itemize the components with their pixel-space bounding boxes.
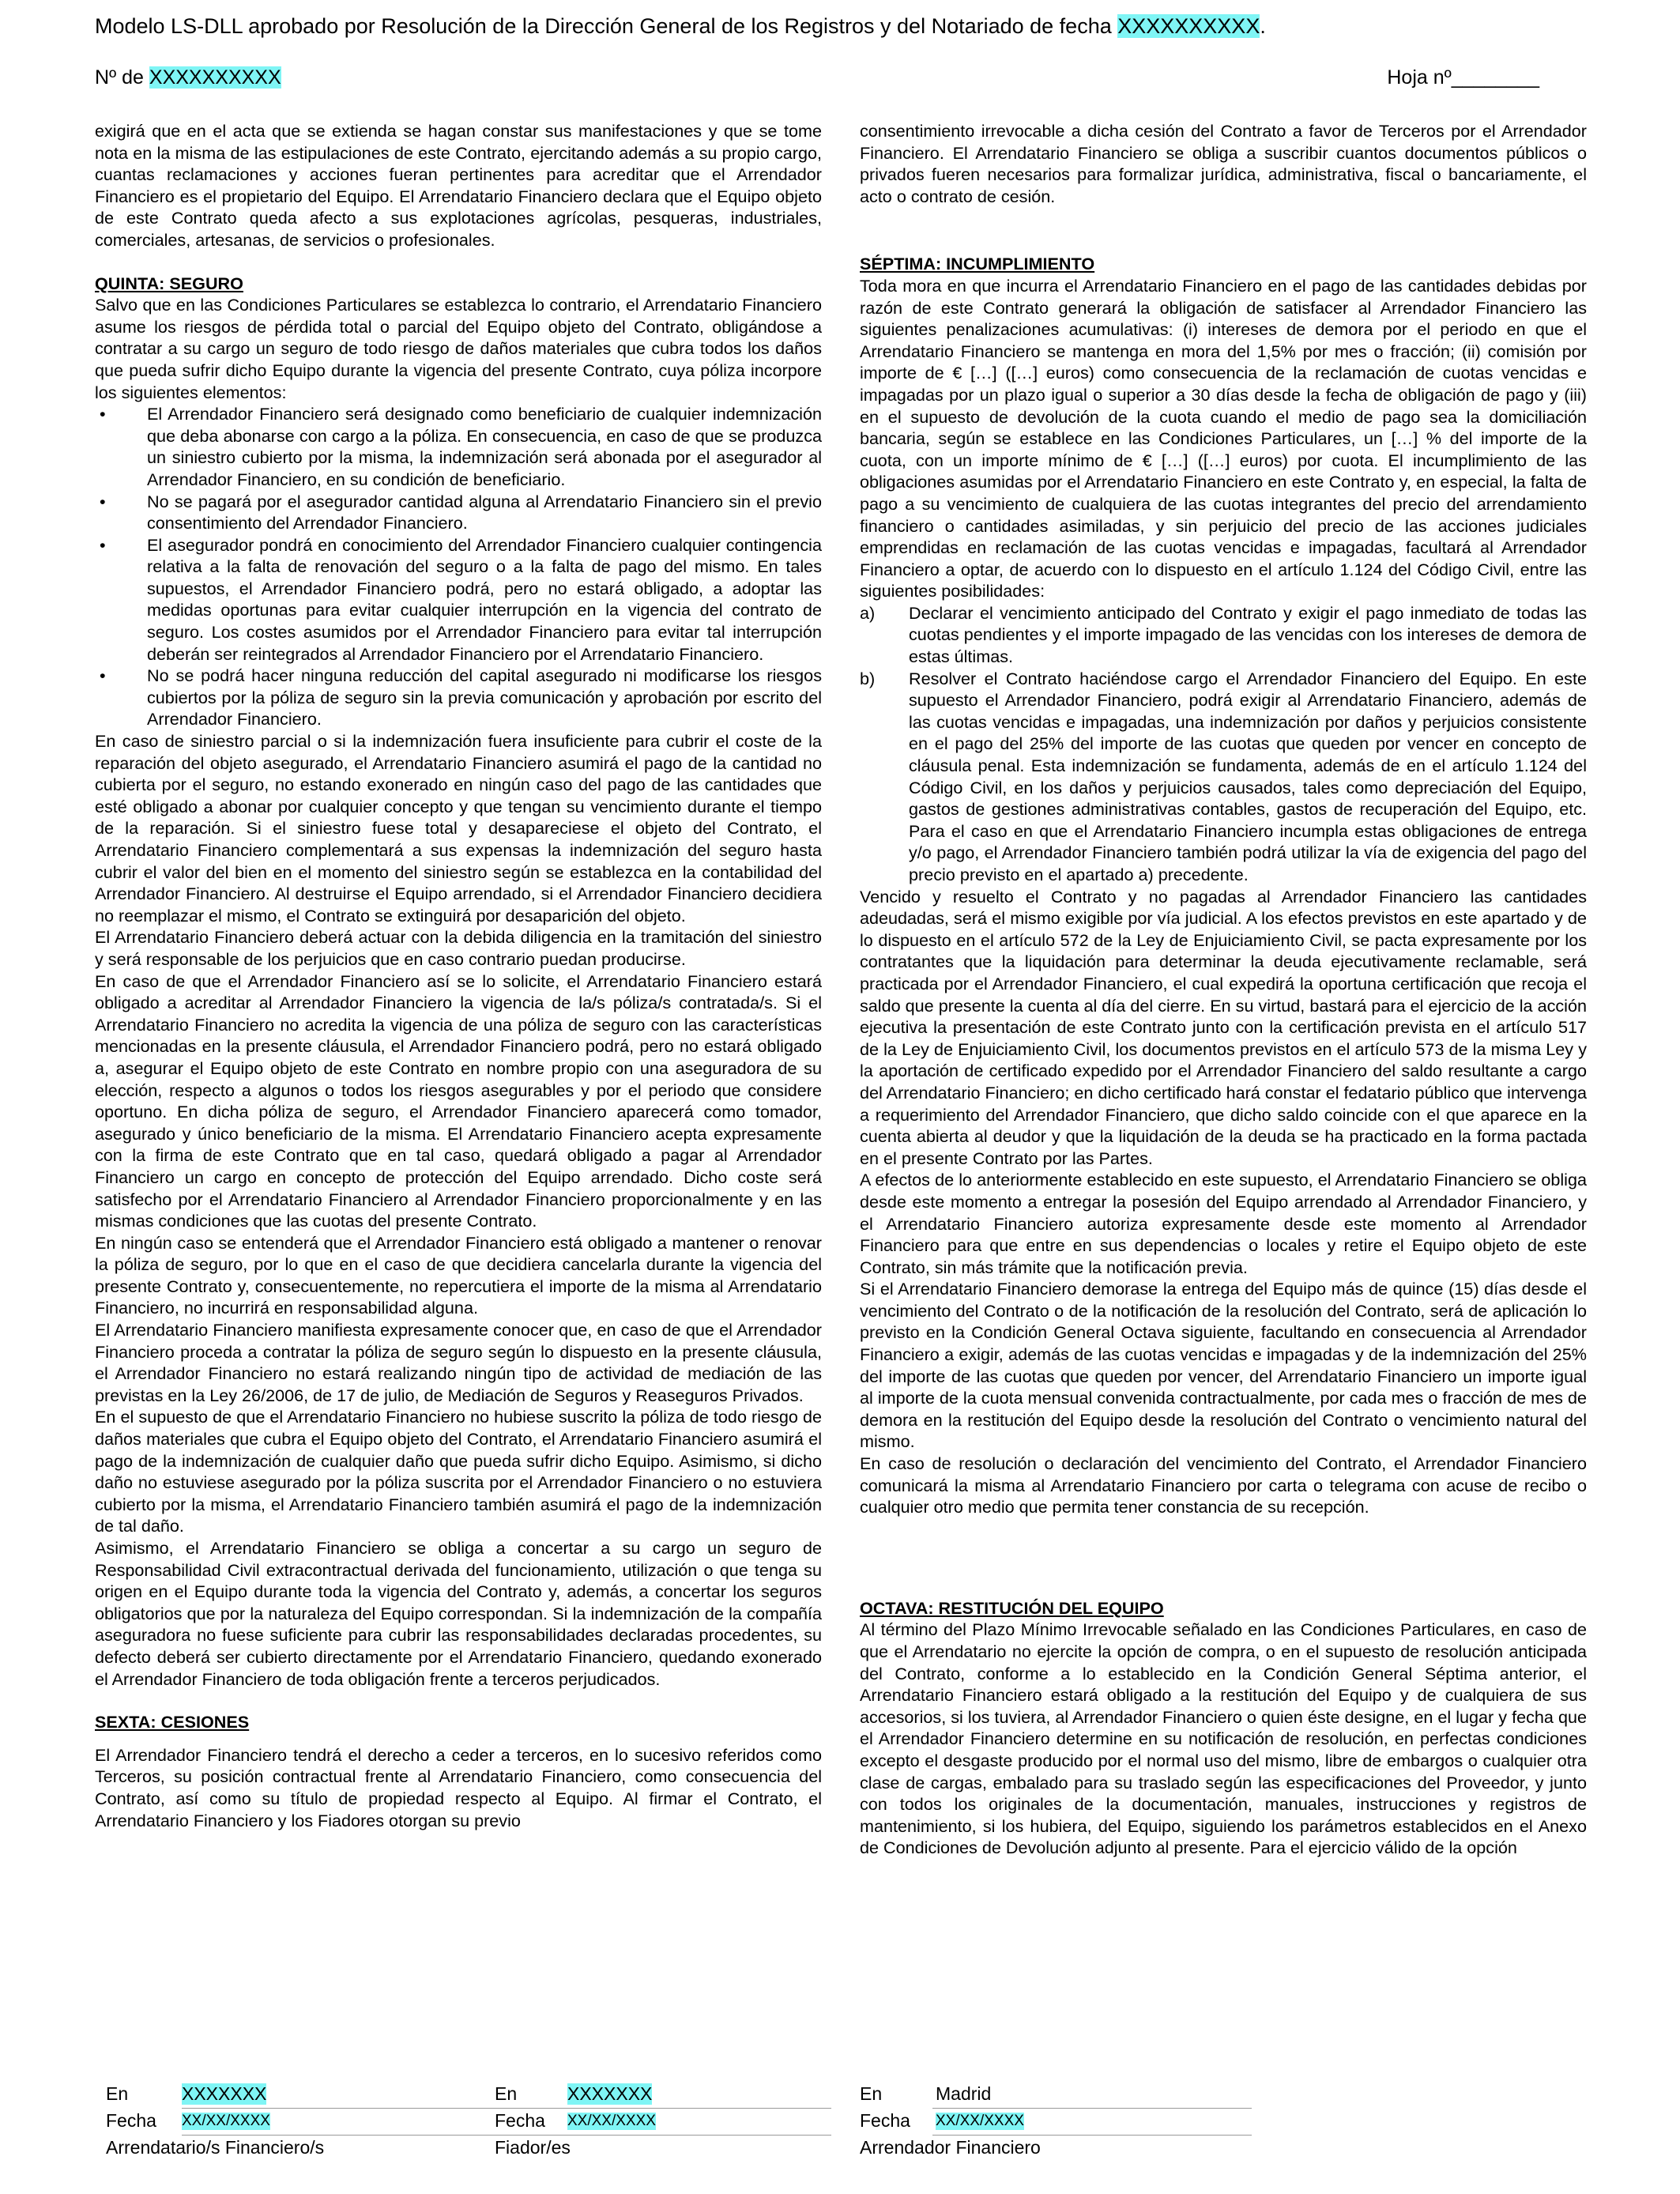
date-label: Fecha xyxy=(106,2110,156,2131)
paragraph: exigirá que en el acta que se extienda se hagan constar sus manifestaciones y que se tome nota en la misma de las estipulaciones de este Contrato, ejercitando además a su propio cargo, cuantas reclamaciones y acciones fueran pertinentes para acreditar que el Arrendador Financiero es el propietario del Equipo. El Arrendatario Financiero declara que el Equipo objeto de este Contrato queda afecto a sus explotaciones agrícolas, pesqueras, industriales, comerciales, artesanas, de servicios o profesionales. xyxy=(95,121,822,250)
paragraph: El Arrendador Financiero tendrá el derecho a ceder a terceros, en lo sucesivo referidos como Terceros, su posición contractual frente al Arrendatario Financiero, como consecuencia del Contrato, así como su título de propiedad respecto al Equipo. Al firmar el Contrato, el Arrendatario Financiero y los Fiadores otorgan su previo xyxy=(95,1744,822,1830)
paragraph: En caso de resolución o declaración del vencimiento del Contrato, el Arrendador Financiero comunicará la misma al Arrendatario Financiero por carta o telegrama con acuse de recibo o cualquier otro medio que permita tener constancia de su recepción. xyxy=(860,1453,1587,1517)
section-title-septima: SÉPTIMA: INCUMPLIMIENTO xyxy=(860,254,1095,274)
signer-role: Arrendatario/s Financiero/s xyxy=(106,2137,325,2158)
paragraph: consentimiento irrevocable a dicha cesión del Contrato a favor de Terceros por el Arrendador Financiero. El Arrendatario Financiero se obliga a suscribir cuantos documentos públicos o privados fueren necesarios para formalizar jurídica, administrativa, fiscal o bancariamente, el acto o contrato de cesión. xyxy=(860,121,1587,206)
signer-role: Arrendador Financiero xyxy=(860,2137,1041,2158)
paragraph: En el supuesto de que el Arrendatario Financiero no hubiese suscrito la póliza de todo riesgo de daños materiales que cubra el Equipo objeto del Contrato, el Arrendatario Financiero asumirá el pago de la indemnización de cualquier daño que pueda sufrir dicho Equipo. Asimismo, si dicho daño no estuviese asegurado por la póliza suscrita por el Arrendador Financiero o no estuviera cubierto por la misma, el Arrendatario Financiero también asumirá el pago de la indemnización de tal daño. xyxy=(95,1407,822,1536)
paragraph: Al término del Plazo Mínimo Irrevocable señalado en las Condiciones Particulares, en caso de que el Arrendatario no ejercite la opción de compra, o en el supuesto de resolución anticipada del Contrato, conforme a lo establecido en la Condición General Séptima anterior, el Arrendatario Financiero estará obligado a la restitución del Equipo y de cualquiera de sus accesorios, si los tuviera, al Arrendador Financiero o quien éste designe, en el lugar y fecha que el Arrendador Financiero determine en su notificación de resolución, en perfectas condiciones excepto el desgaste producido por el normal uso del mismo, libre de embargos o cualquier otra clase de cargas, embalado para su traslado según las especificaciones del Proveedor, y junto con todos los originales de la documentación, manuales, instrucciones y registros de mantenimiento, si los hubiera, del Equipo, siguiendo los parámetros establecidos en el Anexo de Condiciones de Devolución adjunto al presente. Para el ejercicio válido de la opción xyxy=(860,1619,1587,1858)
signer-role: Fiador/es xyxy=(495,2137,571,2158)
date-value: XX/XX/XXXX xyxy=(567,2113,656,2129)
list-item-text: El Arrendador Financiero será designado como beneficiario de cualquier indemnización que deba abonarse con cargo a la póliza. En consecuencia, en caso de que se produzca un siniestro cubierto por la misma, la indemnización será abonada por el asegurador al Arrendador Financiero, en su condición de beneficiario. xyxy=(147,404,822,489)
paragraph: Toda mora en que incurra el Arrendatario Financiero en el pago de las cantidades debidas por razón de este Contrato generará la obligación de satisfacer al Arrendador Financiero las siguientes penalizaciones acumulativas: (i) intereses de demora por el periodo en que el Arrendatario Financiero se mantenga en mora del 1,5% por mes o fracción; (ii) comisión por importe de € […] ([…] euros) como consecuencia de la reclamación de cuotas vencidas e impagadas por un plazo igual o superior a 30 días desde la fecha de obligación de pago y (iii) en el supuesto de devolución de la cuota cuando el medio de pago sea la domiciliación bancaria, según se establece en las Condiciones Particulares, un […] % del importe de la cuota, con un importe mínimo de € […] ([…] euros) por cuota. El incumplimiento de las obligaciones asumidas por el Arrendatario Financiero en este Contrato y, en especial, la falta de pago a su vencimiento de cualquiera de las cuotas integrantes del precio del arrendamiento financiero o cantidades asimiladas, y sin perjuicio del precio de las acciones judiciales emprendidas en reclamación de las cuotas vencidas e impagadas, facultará al Arrendador Financiero a optar, de acuerdo con lo dispuesto en el artículo 1.124 del Código Civil, entre las siguientes posibilidades: xyxy=(860,275,1587,601)
section-title-quinta: QUINTA: SEGURO xyxy=(95,273,243,293)
document-number-label: Nº de xyxy=(95,66,149,89)
bullet-list xyxy=(95,403,822,730)
paragraph: A efectos de lo anteriormente establecido en este supuesto, el Arrendatario Financiero se obliga desde este momento a entregar la posesión del Equipo arrendado al Arrendador Financiero, y el Arrendatario Financiero autoriza expresamente desde este momento al Arrendador Financiero para que entre en sus dependencias o locales y retire el Equipo objeto de este Contrato, sin más trámite que la notificación previa. xyxy=(860,1170,1587,1277)
date-label: Fecha xyxy=(495,2110,545,2131)
paragraph: Salvo que en las Condiciones Particulares se establezca lo contrario, el Arrendatario Financiero asume los riesgos de pérdida total o parcial del Equipo objeto del Contrato, obligándose a contratar a su cargo un seguro de todo riesgo de daños materiales que cubra todos los daños que pueda sufrir dicho Equipo durante la vigencia del presente Contrato, cuya póliza incorpore los siguientes elementos: xyxy=(95,295,822,402)
paragraph: Si el Arrendatario Financiero demorase la entrega del Equipo más de quince (15) días desde el vencimiento del Contrato o de la notificación de la resolución del Contrato, será de aplicación lo previsto en la Condición General Octava siguiente, facultando en consecuencia al Arrendador Financiero a exigir, además de las cuotas vencidas e impagadas y de la indemnización del 25% del importe de las cuotas que queden por vencer, del Arrendatario Financiero un importe igual al importe de la cuota mensual convenida contractualmente, por cada mes o fracción de mes de demora en la restitución del Equipo desde la resolución del Contrato o vencimiento natural del mismo. xyxy=(860,1279,1587,1452)
date-value: XX/XX/XXXX xyxy=(182,2113,270,2129)
place-label: En xyxy=(495,2083,518,2104)
paragraph: Asimismo, el Arrendatario Financiero se obliga a concertar a su cargo un seguro de Responsabilidad Civil extracontractual derivada del funcionamiento, utilización o que tenga su origen en el Equipo durante toda la vigencia del Contrato y, además, a concertar los seguros obligatorios que por la naturaleza del Equipo correspondan. Si la indemnización de la compañía aseguradora no fuese suficiente para cubrir las responsabilidades declaradas procedentes, su defecto deberá ser cubierto directamente por el Arrendatario Financiero, quedando exonerado el Arrendador Financiero de toda obligación frente a terceros perjudicados. xyxy=(95,1538,822,1689)
place-label: En xyxy=(106,2083,129,2104)
list-item xyxy=(95,403,822,490)
list-item-text: El asegurador pondrá en conocimiento del Arrendador Financiero cualquier contingencia relativa a la falta de renovación del seguro o a la falta de pago del mismo. En tales supuestos, el Arrendador Financiero podrá, pero no estará obligado, a adoptar las medidas oportunas para evitar cualquier interrupción en la vigencia del contrato de seguro. Los costes asumidos por el Arrendador Financiero para evitar tal interrupción deberán ser reintegrados al Arrendador Financiero por el Arrendatario Financiero. xyxy=(147,534,822,664)
sheet-number: Hoja nº________ xyxy=(1387,66,1539,89)
header-title-suffix: . xyxy=(1260,14,1266,38)
paragraph: Vencido y resuelto el Contrato y no pagadas al Arrendador Financiero las cantidades adeudadas, será el mismo exigible por vía judicial. A los efectos previstos en este apartado y de lo dispuesto en el artículo 572 de la Ley de Enjuiciamiento Civil, se pacta expresamente por los contratantes que la liquidación para determinar la deuda ejecutivamente reclamable, será practicada por el Arrendador Financiero, el cual expedirá la oportuna certificación que recoja el saldo que presente la cuenta al día del cierre. En su virtud, bastará para el ejercicio de la acción ejecutiva la presentación de este Contrato junto con la certificación prevista en el artículo 517 de la Ley de Enjuiciamiento Civil, los documentos previstos en el artículo 573 de la misma Ley y la aportación de certificado expedido por el Arrendador Financiero del saldo resultante a cargo del Arrendatario Financiero; en dicho certificado hará constar el fedatario público que intervenga a requerimiento del Arrendador Financiero, que dicho saldo coincide con el que aparece en la cuenta abierta al deudor y que la liquidación de la deuda se ha practicado en la forma pactada en el presente Contrato por las Partes. xyxy=(860,886,1587,1168)
option-list xyxy=(860,602,1587,886)
place-label: En xyxy=(860,2083,883,2104)
bullet-icon: • xyxy=(100,404,106,424)
list-item xyxy=(95,534,822,665)
list-item-text: Declarar el vencimiento anticipado del Contrato y exigir el pago inmediato de todas las cuotas pendientes y el importe impagado de las vencidas con los intereses de demora de estas últimas. xyxy=(909,602,1587,667)
left-column xyxy=(95,120,822,1831)
header-title-date: XXXXXXXXXX xyxy=(1117,14,1260,38)
list-item-letter: a) xyxy=(860,602,876,623)
list-item-letter: b) xyxy=(860,668,876,688)
paragraph: En caso de siniestro parcial o si la indemnización fuera insuficiente para cubrir el coste de la reparación del objeto asegurado, el Arrendatario Financiero asumirá el pago de la cantidad no cubierta por el seguro, no estando exonerado en ningún caso del pago de las cantidades que esté obligado a abonar por cualquier concepto y que tengan su vencimiento durante el tiempo de la reparación. Si el siniestro fuese total y desapareciese el objeto del Contrato, el Arrendatario Financiero complementará a sus expensas la indemnización del seguro hasta cubrir el valor del bien en el momento del siniestro según se establezca en la contabilidad del Arrendador Financiero. Al destruirse el Equipo arrendado, si el Arrendador Financiero decidiera no reemplazar el mismo, el Contrato se extinguirá por desaparición del objeto. xyxy=(95,731,822,925)
paragraph: El Arrendatario Financiero manifiesta expresamente conocer que, en caso de que el Arrendador Financiero proceda a contratar la póliza de seguro según lo dispuesto en la presente cláusula, el Arrendador Financiero no estará realizando ningún tipo de actividad de mediación de las previstas en la Ley 26/2006, de 17 de julio, de Mediación de Seguros y Reaseguros Privados. xyxy=(95,1320,822,1405)
list-item xyxy=(860,602,1587,668)
document-number xyxy=(95,66,281,89)
bullet-icon: • xyxy=(100,534,106,555)
section-title-octava: OCTAVA: RESTITUCIÓN DEL EQUIPO xyxy=(860,1597,1164,1618)
document-header-title xyxy=(95,14,1266,39)
place-value: Madrid xyxy=(936,2083,992,2104)
place-value: XXXXXXX xyxy=(567,2083,653,2104)
list-item-text: No se podrá hacer ninguna reducción del capital asegurado ni modificarse los riesgos cubiertos por la póliza de seguro sin la previa comunicación y aprobación por escrito del Arrendador Financiero. xyxy=(147,665,822,729)
list-item-text: No se pagará por el asegurador cantidad alguna al Arrendatario Financiero sin el previo consentimiento del Arrendador Financiero. xyxy=(147,491,822,533)
bullet-icon: • xyxy=(100,491,106,511)
header-title-text: Modelo LS-DLL aprobado por Resolución de la Dirección General de los Registros y del Notariado de fecha xyxy=(95,14,1118,38)
paragraph: En caso de que el Arrendador Financiero así se lo solicite, el Arrendatario Financiero estará obligado a acreditar al Arrendador Financiero la vigencia de la/s póliza/s contratada/s. Si el Arrendatario Financiero no acredita la vigencia de una póliza de seguro con las características mencionadas en la presente cláusula, el Arrendador Financiero podrá, pero no estará obligado a, asegurar el Equipo objeto de este Contrato en nombre propio con una aseguradora de su elección, respecto a algunos o todos los riesgos asegurables y por el periodo que considere oportuno. En dicha póliza de seguro, el Arrendador Financiero aparecerá como tomador, asegurado y único beneficiario de la misma. El Arrendatario Financiero acepta expresamente con la firma de este Contrato que en tal caso, quedará obligado a pagar al Arrendador Financiero un cargo en concepto de protección del Equipo arrendado. Dicho coste será satisfecho por el Arrendatario Financiero al Arrendador Financiero proporcionalmente y en las mismas condiciones que las cuotas del presente Contrato. xyxy=(95,971,822,1231)
list-item xyxy=(860,668,1587,886)
place-value: XXXXXXX xyxy=(182,2083,267,2104)
section-title-sexta: SEXTA: CESIONES xyxy=(95,1712,250,1732)
list-item-text: Resolver el Contrato haciéndose cargo el Arrendador Financiero del Equipo. En este supuesto el Arrendador Financiero, podrá exigir al Arrendatario Financiero, además de las cuotas vencidas e impagadas, una indemnización por daños y perjuicios consistente en el pago del 25% del importe de las cuotas que queden por vencer en concepto de cláusula penal. Esta indemnización se fundamenta, además de en el artículo 1.124 del Código Civil, en los daños y perjuicios causados, tales como depreciación del Equipo, gastos de gestiones administrativas contables, gastos de recuperación del Equipo, etc. Para el caso en que el Arrendatario Financiero incumpla estas obligaciones de entrega y/o pago, el Arrendador Financiero también podrá utilizar la vía de exigencia del pago del precio previsto en el apartado a) precedente. xyxy=(909,668,1587,884)
list-item xyxy=(95,665,822,730)
document-number-value: XXXXXXXXXX xyxy=(149,66,281,89)
paragraph: En ningún caso se entenderá que el Arrendador Financiero está obligado a mantener o renovar la póliza de seguro, por lo que en el caso de que decidiera cancelarla durante la vigencia del presente Contrato y, consecuentemente, no repercutiera el importe de la misma al Arrendatario Financiero, no incurrirá en responsabilidad alguna. xyxy=(95,1232,822,1318)
paragraph: El Arrendatario Financiero deberá actuar con la debida diligencia en la tramitación del siniestro y será responsable de los perjuicios que en caso contrario puedan producirse. xyxy=(95,927,822,969)
date-value: XX/XX/XXXX xyxy=(936,2113,1024,2129)
date-label: Fecha xyxy=(860,2110,910,2131)
bullet-icon: • xyxy=(100,665,106,686)
list-item xyxy=(95,491,822,534)
right-column xyxy=(860,120,1587,1859)
